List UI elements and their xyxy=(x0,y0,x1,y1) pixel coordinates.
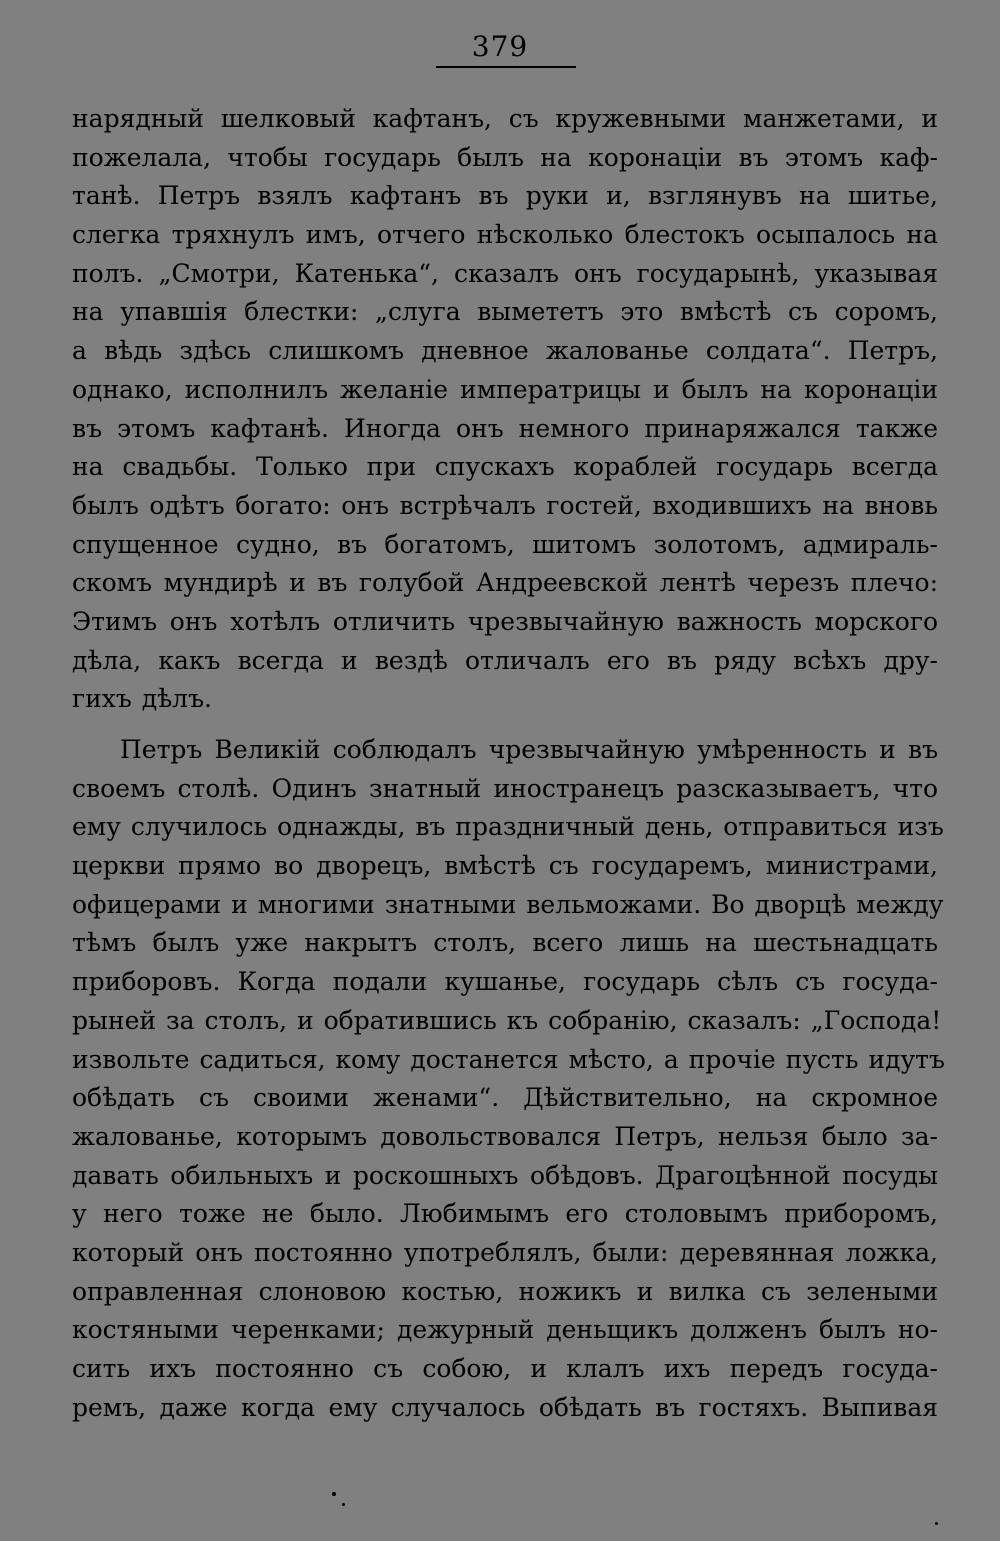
text-line: офицерами и многими знатными вельможами. Во дворцѣ между xyxy=(72,889,944,919)
text-line: въ этомъ кафтанѣ. Иногда онъ немного принаряжался также xyxy=(72,413,938,443)
text-line: ремъ, даже когда ему случалось обѣдать въ гостяхъ. Выпивая xyxy=(72,1392,938,1422)
text-line: костяными черенками; дежурный деньщикъ долженъ былъ но- xyxy=(72,1315,938,1345)
text-line: рыней за столъ, и обратившись къ собранію, сказалъ: „Господа! xyxy=(72,1005,942,1035)
text-line: давать обильныхъ и роскошныхъ обѣдовъ. Драгоцѣнной посуды xyxy=(72,1160,938,1190)
text-line: жалованье, которымъ довольствовался Петръ, нельзя было за- xyxy=(72,1121,938,1151)
text-line: нарядный шелковый кафтанъ, съ кружевными манжетами, и xyxy=(72,104,938,133)
text-line: однако, исполнилъ желаніе императрицы и былъ на коронаціи xyxy=(72,374,938,404)
text-line: своемъ столѣ. Одинъ знатный иностранецъ разсказываетъ, что xyxy=(72,773,938,803)
text-line: Петръ Великій соблюдалъ чрезвычайную умѣренность и въ xyxy=(120,735,938,764)
paragraph-gap xyxy=(72,719,938,731)
paragraph xyxy=(72,100,938,719)
text-line: гихъ дѣлъ. xyxy=(72,684,212,714)
text-line: а вѣдь здѣсь слишкомъ дневное жалованье солдата“. Петръ, xyxy=(72,336,938,366)
body-text xyxy=(72,100,945,1427)
text-line: ему случилось однажды, въ праздничный день, отправиться изъ xyxy=(72,812,944,842)
text-line: на свадьбы. Только при спускахъ кораблей государь всегда xyxy=(72,452,938,482)
text-line: обѣдать съ своими женами“. Дѣйствительно, на скромное xyxy=(72,1083,938,1113)
text-line: спущенное судно, въ богатомъ, шитомъ золотомъ, адмираль- xyxy=(72,529,938,559)
text-line: приборовъ. Когда подали кушанье, государь сѣлъ съ госуда- xyxy=(72,967,938,997)
page-number: 379 xyxy=(471,30,529,63)
text-line: тѣмъ былъ уже накрытъ столъ, всего лишь на шестьнадцать xyxy=(72,928,938,958)
text-line: пожелала, чтобы государь былъ на коронаціи въ этомъ каф- xyxy=(72,142,938,172)
text-line: танѣ. Петръ взялъ кафтанъ въ руки и, взглянувъ на шитье, xyxy=(72,181,938,211)
text-line: сить ихъ постоянно съ собою, и клалъ ихъ передъ госуда- xyxy=(72,1354,938,1383)
text-line: слегка тряхнулъ имъ, отчего нѣсколько блестокъ осыпалось на xyxy=(72,220,938,250)
text-line: Этимъ онъ хотѣлъ отличить чрезвычайную важность морского xyxy=(72,606,938,636)
text-line: церкви прямо во дворецъ, вмѣстѣ съ государемъ, министрами, xyxy=(72,851,938,881)
scan-speck xyxy=(332,1492,336,1496)
scan-speck xyxy=(935,1522,938,1525)
text-line: извольте садиться, кому достанется мѣсто, а прочіе пусть идутъ xyxy=(72,1044,945,1074)
paragraph xyxy=(72,731,945,1427)
text-line: у него тоже не было. Любимымъ его столовымъ приборомъ, xyxy=(72,1199,938,1229)
text-line: скомъ мундирѣ и въ голубой Андреевской лентѣ черезъ плечо: xyxy=(72,568,938,598)
scan-speck xyxy=(342,1503,345,1506)
text-line: былъ одѣтъ богато: онъ встрѣчалъ гостей, входившихъ на вновь xyxy=(72,490,938,520)
text-line: который онъ постоянно употреблялъ, были: деревянная ложка, xyxy=(72,1237,938,1267)
text-line: полъ. „Смотри, Катенька“, сказалъ онъ государынѣ, указывая xyxy=(72,258,938,288)
header-rule xyxy=(436,66,576,68)
text-line: оправленная слоновою костью, ножикъ и вилка съ зелеными xyxy=(72,1276,938,1306)
text-line: дѣла, какъ всегда и вездѣ отличалъ его въ ряду всѣхъ дру- xyxy=(72,645,938,675)
text-line: на упавшія блестки: „слуга вымететъ это вмѣстѣ съ соромъ, xyxy=(72,297,938,327)
